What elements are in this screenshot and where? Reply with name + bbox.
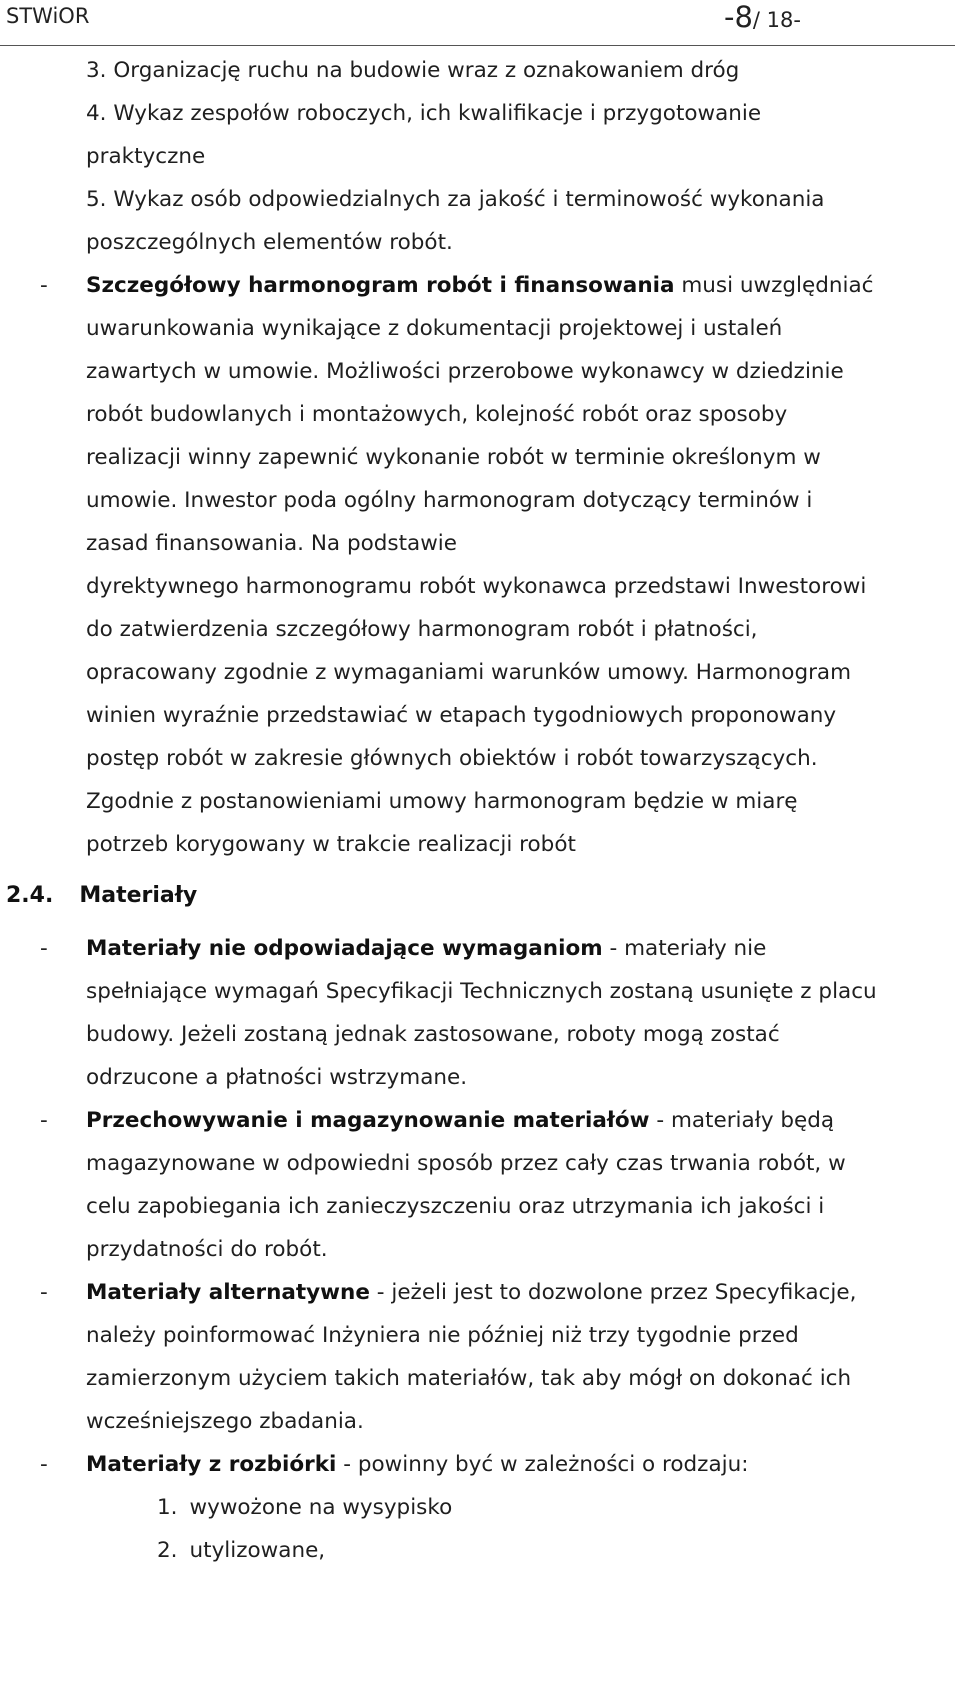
header-rule (0, 45, 955, 46)
list-item-text: utylizowane, (189, 1538, 326, 1563)
paragraph-line: Materiały z rozbiórki - powinny być w zależności o rodzaju: (86, 1452, 749, 1477)
list-item-text: Organizację ruchu na budowie wraz z oznakowaniem dróg (113, 58, 740, 83)
paragraph-line: celu zapobiegania ich zanieczyszczeniu oraz utrzymania ich jakości i (86, 1194, 825, 1219)
bullet-dash: - (40, 1280, 48, 1305)
paragraph-line: budowy. Jeżeli zostaną jednak zastosowane, roboty mogą zostać (86, 1022, 780, 1047)
paragraph-line: umowie. Inwestor poda ogólny harmonogram dotyczący terminów i (86, 488, 813, 513)
page-number (724, 0, 801, 34)
bullet-dash: - (40, 1108, 48, 1133)
paragraph-line: dyrektywnego harmonogramu robót wykonawca przedstawi Inwestorowi (86, 574, 867, 599)
paragraph-line: zawartych w umowie. Możliwości przerobowe wykonawcy w dziedzinie (86, 359, 844, 384)
list-item-text: poszczególnych elementów robót. (86, 230, 453, 255)
section-heading (6, 883, 197, 908)
paragraph-line: winien wyraźnie przedstawiać w etapach tygodniowych proponowany (86, 703, 837, 728)
list-item (86, 58, 739, 83)
paragraph-line: uwarunkowania wynikające z dokumentacji projektowej i ustaleń (86, 316, 783, 341)
material-title: Materiały z rozbiórki (86, 1452, 337, 1477)
list-item-text: Wykaz osób odpowiedzialnych za jakość i terminowość wykonania (113, 187, 825, 212)
list-item-text: wywożone na wysypisko (189, 1495, 453, 1520)
list-item-number: 1. (157, 1495, 178, 1520)
paragraph-line: robót budowlanych i montażowych, kolejność robót oraz sposoby (86, 402, 788, 427)
list-item-number: 5. (86, 187, 107, 212)
list-item (157, 1538, 325, 1563)
paragraph-line: potrzeb korygowany w trakcie realizacji robót (86, 832, 576, 857)
paragraph-line: do zatwierdzenia szczegółowy harmonogram robót i płatności, (86, 617, 758, 642)
paragraph-line: odrzucone a płatności wstrzymane. (86, 1065, 468, 1090)
paragraph-line: Przechowywanie i magazynowanie materiałów - materiały będą (86, 1108, 835, 1133)
paragraph-line: postęp robót w zakresie głównych obiektów i robót towarzyszących. (86, 746, 818, 771)
list-item-number: 2. (157, 1538, 178, 1563)
paragraph-line: Materiały nie odpowiadające wymaganiom - materiały nie (86, 936, 767, 961)
list-item-number: 3. (86, 58, 107, 83)
bullet-dash: - (40, 936, 48, 961)
page-header (0, 0, 960, 46)
paragraph-line: należy poinformować Inżyniera nie później niż trzy tygodnie przed (86, 1323, 799, 1348)
bullet-dash: - (40, 1452, 48, 1477)
document-name: STWiOR (6, 4, 90, 28)
paragraph-line: spełniające wymagań Specyfikacji Technicznych zostaną usunięte z placu (86, 979, 877, 1004)
paragraph-line: opracowany zgodnie z wymaganiami warunków umowy. Harmonogram (86, 660, 852, 685)
paragraph-line: przydatności do robót. (86, 1237, 328, 1262)
paragraph-line: Zgodnie z postanowieniami umowy harmonogram będzie w miarę (86, 789, 798, 814)
list-item-text: Wykaz zespołów roboczych, ich kwalifikacje i przygotowanie (113, 101, 762, 126)
list-item-continuation (86, 144, 205, 169)
paragraph-line: wcześniejszego zbadania. (86, 1409, 364, 1434)
list-item-text: praktyczne (86, 144, 206, 169)
paragraph-line: zasad finansowania. Na podstawie (86, 531, 457, 556)
list-item-number: 4. (86, 101, 107, 126)
paragraph-line: Szczegółowy harmonogram robót i finansowania musi uwzględniać (86, 273, 874, 298)
section-title: Materiały (79, 883, 198, 908)
page-total: / 18- (752, 8, 801, 32)
list-item (157, 1495, 452, 1520)
material-title: Materiały alternatywne (86, 1280, 370, 1305)
list-item-continuation (86, 230, 453, 255)
material-title: Materiały nie odpowiadające wymaganiom (86, 936, 603, 961)
schedule-title: Szczegółowy harmonogram robót i finansowania (86, 273, 675, 298)
bullet-dash: - (40, 273, 48, 298)
paragraph-line: Materiały alternatywne - jeżeli jest to dozwolone przez Specyfikacje, (86, 1280, 857, 1305)
section-number: 2.4. (6, 883, 54, 908)
paragraph-line: zamierzonym użyciem takich materiałów, tak aby mógł on dokonać ich (86, 1366, 852, 1391)
list-item (86, 187, 824, 212)
material-title: Przechowywanie i magazynowanie materiałów (86, 1108, 650, 1133)
paragraph-line: realizacji winny zapewnić wykonanie robót w terminie określonym w (86, 445, 821, 470)
list-item (86, 101, 761, 126)
paragraph-line: magazynowane w odpowiedni sposób przez cały czas trwania robót, w (86, 1151, 846, 1176)
page-current: -8 (724, 0, 753, 34)
